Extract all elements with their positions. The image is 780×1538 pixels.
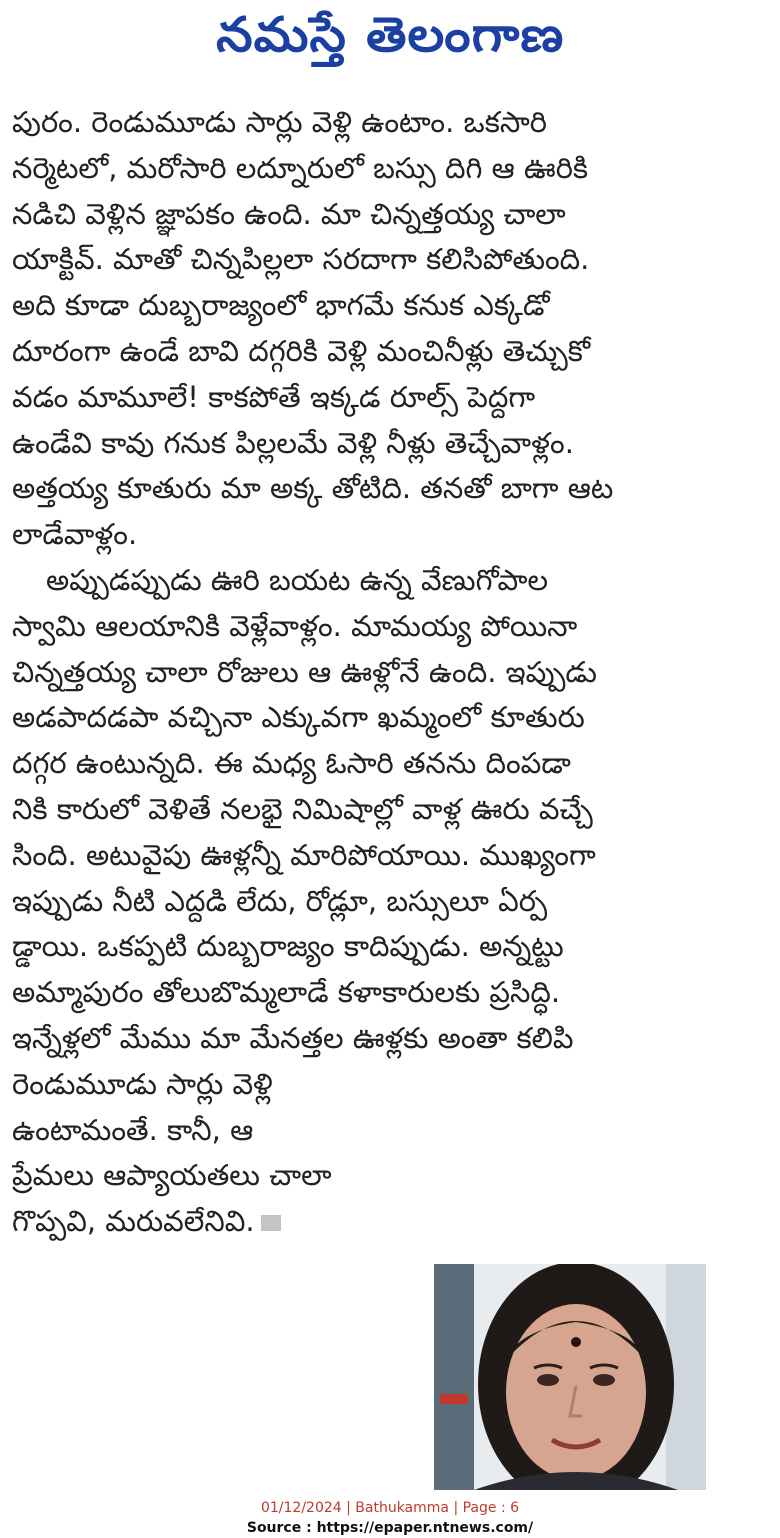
article-line: యాక్టివ్. మాతో చిన్నపిల్లలా సరదాగా కలిసిపోతుంది. — [12, 242, 590, 277]
masthead-title: నమస్తే తెలంగాణ — [215, 7, 565, 63]
article-line: డ్డాయి. ఒకప్పటి దుబ్బరాజ్యం కాదిప్పుడు. అన్నట్టు — [12, 929, 564, 964]
footer-source: Source : https://epaper.ntnews.com/ — [246, 1520, 534, 1536]
end-of-article-mark — [261, 1215, 281, 1231]
article-line: నడిచి వెళ్లిన జ్ఞాపకం ఉంది. మా చిన్నత్తయ్య చాలా — [12, 196, 566, 231]
article-line-last — [12, 1199, 422, 1245]
article-line: స్వామి ఆలయానికి వెళ్లేవాళ్లం. మామయ్య పోయినా — [12, 608, 578, 643]
article-line: అత్తయ్య కూతురు మా అక్క తోటిది. తనతో బాగా ఆట — [12, 471, 614, 506]
article-line: అమ్మాపురం తోలుబొమ్మలాడే కళాకారులకు ప్రసిద్ధి. — [12, 975, 561, 1010]
article-body — [12, 100, 762, 1245]
article-line-text: గొప్పవి, మరువలేనివి. — [12, 1204, 255, 1239]
article-line: అది కూడా దుబ్బరాజ్యంలో భాగమే కనుక ఎక్కడో — [12, 288, 550, 323]
article-line: చిన్నత్తయ్య చాలా రోజులు ఆ ఊళ్లోనే ఉంది. ఇప్పుడు — [12, 654, 597, 689]
article-line: ఉంటామంతే. కానీ, ఆ — [12, 1112, 254, 1147]
article-line: దూరంగా ఉండే బావి దగ్గరికి వెళ్లి మంచినీళ్లు తెచ్చుకో — [12, 333, 591, 368]
masthead — [0, 0, 780, 82]
article-line: వడం మామూలే! కాకపోతే ఇక్కడ రూల్స్ పెద్దగా — [12, 379, 536, 414]
article-line: నర్మెటలో, మరోసారి లద్నూరులో బస్సు దిగి ఆ ఊరికి — [12, 150, 589, 185]
author-photo — [434, 1264, 706, 1490]
article-line: రెండుమూడు సార్లు వెళ్లి — [12, 1066, 273, 1101]
article-line: లాడేవాళ్లం. — [12, 517, 138, 552]
article-line: అప్పుడప్పుడు ఊరి బయట ఉన్న వేణుగోపాల — [46, 562, 549, 597]
article-line: పురం. రెండుమూడు సార్లు వెళ్లి ఉంటాం. ఒకసారి — [12, 105, 547, 139]
footer-meta: 01/12/2024 | Bathukamma | Page : 6 — [260, 1500, 520, 1516]
article-line: ప్రేమలు ఆప్యాయతలు చాలా — [12, 1158, 332, 1193]
author-portrait-icon — [434, 1264, 706, 1490]
article-line: ఇప్పుడు నీటి ఎద్దడి లేదు, రోడ్లూ, బస్సులూ ఏర్ప — [12, 883, 548, 918]
article-line: ఉండేవి కావు గనుక పిల్లలమే వెళ్లి నీళ్లు తెచ్చేవాళ్లం. — [12, 425, 574, 460]
article-line: సింది. అటువైపు ఊళ్లన్నీ మారిపోయాయి. ముఖ్యంగా — [12, 837, 596, 872]
article-line: నికి కారులో వెళితే నలభై నిమిషాల్లో వాళ్ల ఊరు వచ్చే — [12, 791, 593, 826]
page-footer — [0, 1498, 780, 1538]
article-line: ఇన్నేళ్లలో మేము మా మేనత్తల ఊళ్లకు అంతా కలిపి — [12, 1020, 574, 1055]
article-line: అడపాదడపా వచ్చినా ఎక్కువగా ఖమ్మంలో కూతురు — [12, 700, 585, 735]
article-line: దగ్గర ఉంటున్నది. ఈ మధ్య ఓసారి తనను దింపడా — [12, 746, 571, 781]
